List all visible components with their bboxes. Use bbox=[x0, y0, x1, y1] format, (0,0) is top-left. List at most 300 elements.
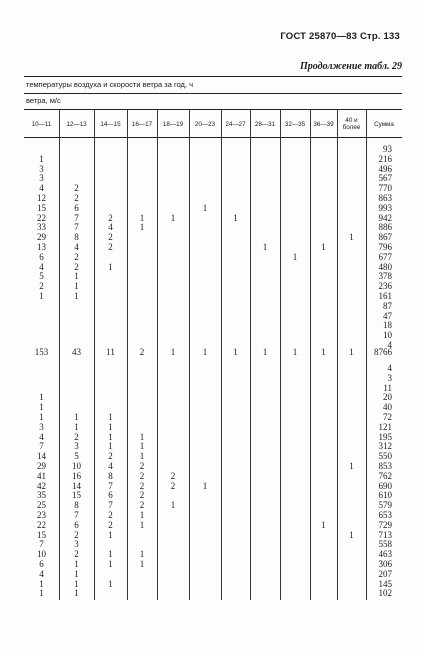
table-cell bbox=[223, 472, 248, 482]
table-cell: 4 bbox=[39, 261, 44, 272]
table-cell bbox=[129, 155, 155, 165]
table-cell bbox=[252, 540, 278, 550]
table-cell: 7 bbox=[74, 212, 79, 223]
table-cell bbox=[96, 302, 125, 312]
table-cell: 2 bbox=[108, 451, 113, 462]
table-cell bbox=[191, 580, 219, 590]
column-header: Сумма bbox=[374, 120, 394, 128]
table-cell bbox=[339, 550, 364, 560]
table-cell bbox=[159, 403, 187, 413]
column-header: 16—17 bbox=[131, 120, 153, 128]
table-column-values bbox=[223, 364, 248, 599]
table-cell bbox=[61, 312, 92, 322]
table-cell bbox=[252, 511, 278, 521]
table-cell bbox=[312, 560, 335, 570]
table-cell bbox=[159, 184, 187, 194]
table-cell bbox=[312, 393, 335, 403]
table-cell: 43 bbox=[72, 347, 81, 357]
table-cell bbox=[339, 145, 364, 155]
table-cell bbox=[159, 589, 187, 599]
table-cell bbox=[339, 413, 364, 423]
table-cell: 1 bbox=[39, 588, 44, 599]
table-cell: 3 bbox=[39, 173, 44, 184]
column-header: 40 и более bbox=[342, 117, 361, 131]
table-cell: 10 bbox=[72, 460, 81, 471]
table-cell: 13 bbox=[37, 241, 46, 252]
table-cell: 4 bbox=[387, 339, 392, 350]
table-cell bbox=[339, 589, 364, 599]
table-cell bbox=[96, 155, 125, 165]
table-cell bbox=[223, 312, 248, 322]
table-cell bbox=[312, 184, 335, 194]
table-cell bbox=[312, 423, 335, 433]
table-cell bbox=[252, 194, 278, 204]
table-cell bbox=[223, 433, 248, 443]
column-separator bbox=[59, 110, 60, 600]
table-cell bbox=[339, 292, 364, 302]
table-cell: 558 bbox=[378, 539, 392, 550]
table-cell: 1 bbox=[321, 347, 326, 357]
table-cell bbox=[223, 531, 248, 541]
table-cell: 690 bbox=[378, 480, 392, 491]
table-cell: 2 bbox=[74, 192, 79, 203]
table-cell bbox=[191, 253, 219, 263]
table-cell bbox=[223, 384, 248, 394]
table-cell: 770 bbox=[378, 183, 392, 194]
table-cell bbox=[191, 521, 219, 531]
table-cell: 8766 bbox=[374, 347, 392, 357]
table-cell bbox=[339, 263, 364, 273]
table-cell bbox=[252, 472, 278, 482]
table-cell: 153 bbox=[34, 347, 49, 357]
table-cell bbox=[252, 312, 278, 322]
column-header: 24—27 bbox=[225, 120, 246, 128]
table-cell bbox=[339, 321, 364, 331]
table-cell: 1 bbox=[74, 588, 79, 599]
table-cell bbox=[312, 501, 335, 511]
table-cell bbox=[312, 223, 335, 233]
column-separator bbox=[157, 110, 158, 600]
table-cell bbox=[159, 570, 187, 580]
table-cell bbox=[129, 580, 155, 590]
table-cell bbox=[252, 501, 278, 511]
table-cell: 1 bbox=[139, 212, 145, 223]
table-cell: 1 bbox=[321, 519, 326, 530]
table-cell bbox=[223, 403, 248, 413]
table-cell bbox=[223, 331, 248, 341]
table-cell: 1 bbox=[139, 451, 145, 462]
table-cell bbox=[339, 374, 364, 384]
table-cell bbox=[223, 462, 248, 472]
table-cell bbox=[159, 384, 187, 394]
table-cell bbox=[159, 423, 187, 433]
table-cell bbox=[339, 184, 364, 194]
table-cell bbox=[159, 540, 187, 550]
table-cell: 2 bbox=[108, 232, 113, 243]
table-cell bbox=[252, 272, 278, 282]
table-cell bbox=[223, 155, 248, 165]
table-cell: 7 bbox=[108, 500, 113, 511]
table-cell: 4 bbox=[108, 222, 113, 233]
table-cell bbox=[312, 145, 335, 155]
table-cell bbox=[312, 194, 335, 204]
table-cell bbox=[252, 452, 278, 462]
table-cell bbox=[252, 223, 278, 233]
table-cell bbox=[252, 482, 278, 492]
table-column-values bbox=[129, 348, 155, 358]
table-cell bbox=[312, 312, 335, 322]
table-cell bbox=[223, 452, 248, 462]
table-column-values bbox=[96, 145, 125, 351]
table-cell bbox=[252, 263, 278, 273]
table-cell bbox=[282, 442, 308, 452]
table-cell: 1 bbox=[139, 558, 145, 569]
table-cell bbox=[282, 403, 308, 413]
table-cell bbox=[159, 374, 187, 384]
table-cell bbox=[223, 194, 248, 204]
column-separator bbox=[189, 110, 190, 600]
table-cell bbox=[282, 282, 308, 292]
table-cell bbox=[96, 331, 125, 341]
table-cell bbox=[312, 165, 335, 175]
table-cell bbox=[252, 531, 278, 541]
table-cell bbox=[223, 243, 248, 253]
table-cell bbox=[159, 321, 187, 331]
table-cell: 942 bbox=[378, 212, 392, 223]
column-separator bbox=[221, 110, 222, 600]
table-cell bbox=[159, 174, 187, 184]
table-cell bbox=[312, 272, 335, 282]
table-cell bbox=[191, 433, 219, 443]
table-cell: 35 bbox=[37, 490, 46, 501]
table-cell bbox=[282, 321, 308, 331]
table-cell: 14 bbox=[37, 451, 46, 462]
table-cell bbox=[129, 312, 155, 322]
table-cell: 161 bbox=[378, 290, 392, 301]
table-cell bbox=[26, 331, 57, 341]
column-separator bbox=[127, 110, 128, 600]
table-cell bbox=[339, 560, 364, 570]
table-cell bbox=[191, 403, 219, 413]
table-cell: 1 bbox=[321, 241, 326, 252]
table-cell bbox=[312, 292, 335, 302]
table-cell bbox=[282, 462, 308, 472]
table-cell: 1 bbox=[74, 281, 79, 292]
table-cell: 7 bbox=[39, 539, 44, 550]
table-cell bbox=[312, 302, 335, 312]
header-top-rule bbox=[24, 109, 402, 110]
table-column-values bbox=[368, 348, 392, 358]
table-cell bbox=[282, 184, 308, 194]
table-cell bbox=[61, 331, 92, 341]
table-cell: 2 bbox=[74, 183, 79, 194]
table-cell bbox=[252, 423, 278, 433]
table-cell: 1 bbox=[74, 271, 79, 282]
table-cell: 579 bbox=[378, 500, 392, 511]
table-cell bbox=[312, 433, 335, 443]
table-cell bbox=[252, 204, 278, 214]
table-cell bbox=[96, 589, 125, 599]
table-cell: 207 bbox=[378, 568, 392, 579]
table-column-values bbox=[26, 145, 57, 351]
table-cell: 1 bbox=[233, 347, 238, 357]
table-column-values bbox=[252, 364, 278, 599]
table-cell bbox=[129, 145, 155, 155]
table-cell bbox=[282, 263, 308, 273]
table-cell bbox=[96, 384, 125, 394]
table-cell: 1 bbox=[39, 290, 44, 301]
table-cell: 11 bbox=[383, 382, 392, 393]
table-cell: 1 bbox=[139, 431, 145, 442]
table-cell bbox=[61, 374, 92, 384]
table-column-values bbox=[159, 348, 187, 358]
table-cell bbox=[129, 570, 155, 580]
table-cell: 853 bbox=[378, 460, 392, 471]
table-cell bbox=[129, 331, 155, 341]
table-cell: 1 bbox=[349, 460, 354, 471]
table-cell: 610 bbox=[378, 490, 392, 501]
table-column-values bbox=[223, 348, 248, 358]
table-cell bbox=[282, 204, 308, 214]
table-cell bbox=[191, 531, 219, 541]
table-cell bbox=[61, 384, 92, 394]
column-header: 36—39 bbox=[313, 120, 334, 128]
table-cell: 713 bbox=[378, 529, 392, 540]
table-cell: 5 bbox=[39, 271, 44, 282]
table-cell bbox=[96, 272, 125, 282]
table-cell bbox=[252, 393, 278, 403]
table-cell: 1 bbox=[139, 509, 145, 520]
table-cell: 2 bbox=[139, 490, 145, 501]
table-cell: 1 bbox=[74, 411, 79, 422]
title-rule bbox=[24, 93, 402, 94]
table-cell: 72 bbox=[383, 411, 392, 422]
table-cell bbox=[223, 272, 248, 282]
table-cell bbox=[339, 472, 364, 482]
table-cell: 1 bbox=[349, 529, 354, 540]
table-cell bbox=[252, 442, 278, 452]
table-cell: 1 bbox=[39, 578, 44, 589]
table-cell bbox=[312, 472, 335, 482]
table-cell bbox=[191, 374, 219, 384]
table-cell bbox=[252, 145, 278, 155]
table-cell bbox=[252, 462, 278, 472]
table-cell bbox=[339, 214, 364, 224]
table-cell: 653 bbox=[378, 509, 392, 520]
table-cell bbox=[191, 393, 219, 403]
table-cell: 550 bbox=[378, 451, 392, 462]
table-cell bbox=[223, 233, 248, 243]
table-cell: 1 bbox=[108, 529, 113, 540]
table-cell bbox=[191, 570, 219, 580]
table-cell bbox=[223, 589, 248, 599]
table-cell: 22 bbox=[37, 212, 46, 223]
table-cell: 863 bbox=[378, 192, 392, 203]
table-cell bbox=[159, 145, 187, 155]
table-cell bbox=[191, 491, 219, 501]
table-cell: 3 bbox=[387, 372, 392, 383]
table-cell bbox=[159, 531, 187, 541]
column-header: 32—35 bbox=[284, 120, 306, 128]
table-cell bbox=[159, 302, 187, 312]
table-cell bbox=[223, 223, 248, 233]
table-cell bbox=[339, 302, 364, 312]
table-cell: 567 bbox=[378, 173, 392, 184]
table-cell: 6 bbox=[74, 519, 79, 530]
table-cell: 1 bbox=[262, 347, 268, 357]
table-cell: 306 bbox=[378, 558, 392, 569]
table-cell bbox=[223, 501, 248, 511]
table-cell bbox=[312, 550, 335, 560]
table-cell bbox=[191, 165, 219, 175]
table-cell: 1 bbox=[170, 212, 176, 223]
table-cell bbox=[159, 223, 187, 233]
table-cell bbox=[312, 204, 335, 214]
table-cell: 1 bbox=[262, 241, 268, 252]
table-column-values bbox=[96, 364, 125, 599]
table-cell bbox=[129, 194, 155, 204]
table-cell bbox=[223, 374, 248, 384]
table-cell bbox=[191, 364, 219, 374]
table-column-values bbox=[312, 348, 335, 358]
table-cell bbox=[282, 491, 308, 501]
table-cell bbox=[282, 174, 308, 184]
table-cell bbox=[282, 272, 308, 282]
table-cell bbox=[223, 302, 248, 312]
table-cell bbox=[223, 174, 248, 184]
table-cell: 867 bbox=[378, 232, 392, 243]
table-column-values bbox=[26, 364, 57, 599]
table-cell bbox=[129, 589, 155, 599]
table-cell: 2 bbox=[108, 509, 113, 520]
table-cell: 87 bbox=[383, 300, 392, 311]
table-cell bbox=[252, 364, 278, 374]
table-cell bbox=[96, 282, 125, 292]
table-cell bbox=[223, 165, 248, 175]
table-cell bbox=[339, 580, 364, 590]
table-cell bbox=[339, 384, 364, 394]
table-cell bbox=[282, 214, 308, 224]
table-cell: 2 bbox=[170, 480, 176, 491]
table-cell bbox=[191, 501, 219, 511]
column-separator bbox=[337, 110, 338, 600]
table-cell bbox=[252, 491, 278, 501]
table-cell: 2 bbox=[108, 212, 113, 223]
table-cell: 2 bbox=[74, 261, 79, 272]
table-cell bbox=[312, 570, 335, 580]
table-cell bbox=[252, 155, 278, 165]
table-cell bbox=[252, 302, 278, 312]
table-cell: 480 bbox=[378, 261, 392, 272]
table-cell bbox=[339, 482, 364, 492]
table-cell: 6 bbox=[39, 558, 44, 569]
table-cell bbox=[282, 194, 308, 204]
table-cell bbox=[129, 272, 155, 282]
table-cell bbox=[191, 423, 219, 433]
table-cell bbox=[191, 312, 219, 322]
table-cell bbox=[129, 393, 155, 403]
table-cell: 102 bbox=[378, 588, 392, 599]
table-cell bbox=[61, 393, 92, 403]
table-cell bbox=[312, 174, 335, 184]
table-cell bbox=[282, 570, 308, 580]
table-cell: 4 bbox=[74, 241, 79, 252]
table-column-values bbox=[339, 364, 364, 599]
table-cell bbox=[26, 364, 57, 374]
column-separator bbox=[310, 110, 311, 600]
table-cell: 796 bbox=[378, 241, 392, 252]
column-header: 20—23 bbox=[194, 120, 216, 128]
table-cell: 14 bbox=[72, 480, 81, 491]
table-cell bbox=[339, 165, 364, 175]
table-cell: 15 bbox=[37, 529, 46, 540]
table-cell bbox=[159, 442, 187, 452]
table-cell bbox=[339, 174, 364, 184]
table-cell: 4 bbox=[108, 460, 113, 471]
table-column-values bbox=[312, 145, 335, 351]
table-cell bbox=[191, 413, 219, 423]
table-column-values bbox=[252, 348, 278, 358]
table-cell bbox=[339, 243, 364, 253]
table-cell bbox=[282, 511, 308, 521]
table-cell bbox=[159, 452, 187, 462]
table-cell: 2 bbox=[74, 529, 79, 540]
table-cell bbox=[223, 570, 248, 580]
table-cell bbox=[26, 312, 57, 322]
table-column-values bbox=[339, 145, 364, 351]
table-cell: 1 bbox=[74, 578, 79, 589]
table-cell: 1 bbox=[349, 347, 354, 357]
table-cell: 7 bbox=[39, 441, 44, 452]
table-cell bbox=[129, 253, 155, 263]
table-cell bbox=[129, 165, 155, 175]
table-cell bbox=[96, 393, 125, 403]
table-cell bbox=[223, 253, 248, 263]
table-cell bbox=[282, 452, 308, 462]
table-cell bbox=[223, 145, 248, 155]
column-header: 12—13 bbox=[66, 120, 87, 128]
table-cell bbox=[223, 442, 248, 452]
table-cell bbox=[252, 560, 278, 570]
table-cell bbox=[252, 165, 278, 175]
table-cell bbox=[223, 393, 248, 403]
table-cell bbox=[312, 540, 335, 550]
table-cell bbox=[339, 282, 364, 292]
table-column-values bbox=[96, 348, 125, 358]
table-cell bbox=[223, 423, 248, 433]
table-cell bbox=[191, 589, 219, 599]
table-cell: 1 bbox=[139, 519, 145, 530]
table-cell: 1 bbox=[39, 402, 44, 413]
table-cell bbox=[159, 580, 187, 590]
table-cell bbox=[252, 374, 278, 384]
table-cell bbox=[339, 331, 364, 341]
table-cell bbox=[282, 384, 308, 394]
table-cell bbox=[282, 531, 308, 541]
table-cell: 1 bbox=[74, 290, 79, 301]
table-cell bbox=[96, 312, 125, 322]
table-cell bbox=[252, 331, 278, 341]
table-cell bbox=[312, 580, 335, 590]
table-cell: 1 bbox=[108, 261, 113, 272]
table-cell bbox=[312, 413, 335, 423]
table-column-values bbox=[191, 145, 219, 351]
table-cell bbox=[282, 364, 308, 374]
table-cell bbox=[282, 145, 308, 155]
table-column-values bbox=[159, 364, 187, 599]
table-cell bbox=[129, 243, 155, 253]
table-cell: 1 bbox=[108, 431, 113, 442]
